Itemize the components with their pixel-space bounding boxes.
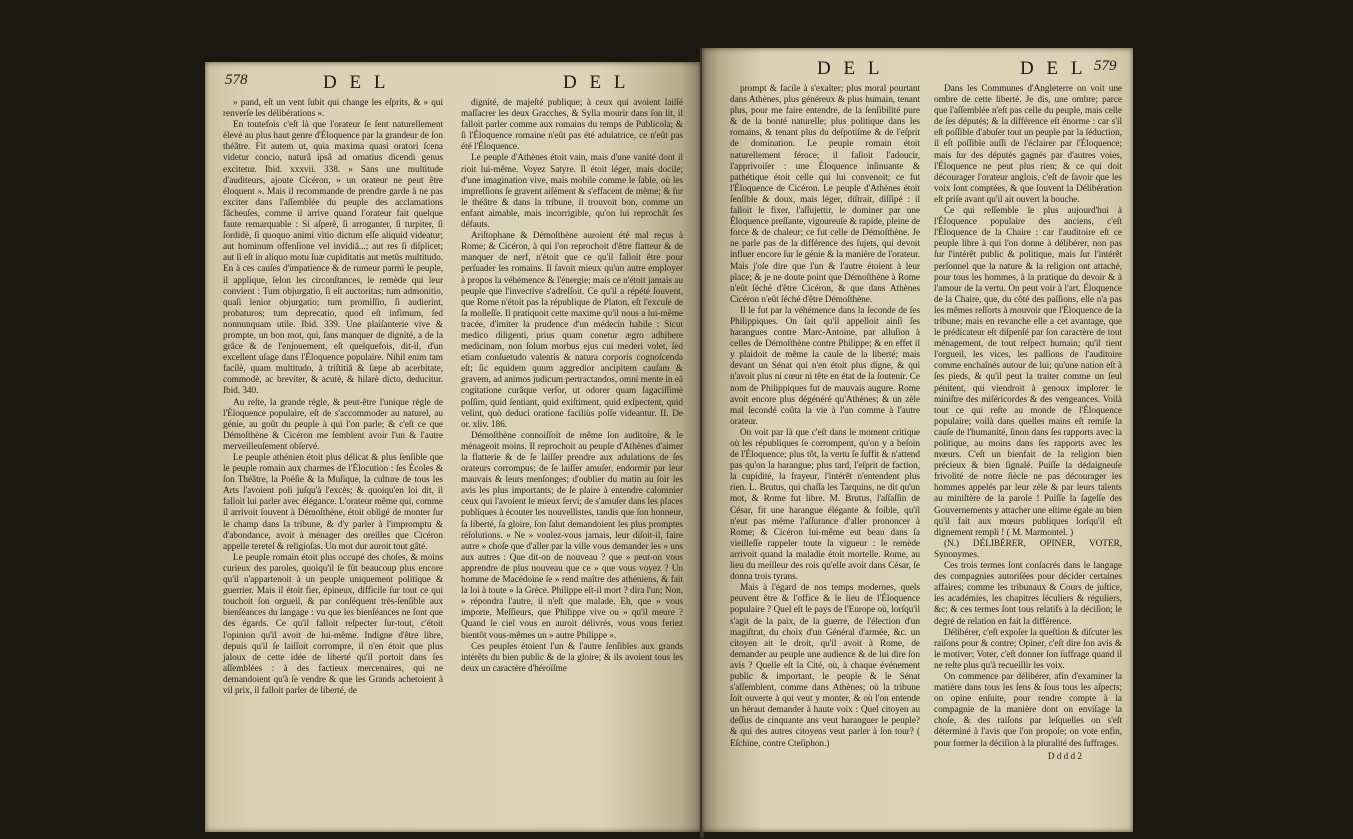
paragraph: On commence par délibérer, afin d'examiner la matière dans tous les ſens & ſous tous les aſpects; on opine enſuite, pour rendre compte à la compagnie de la manière dont on enviſage la choſe, & des raiſons par leſquelles on s'eſt déterminé à l'avis que l'on propoſe; on vote enfin, pour former la déciſion à la pluralité des ſuffrages. xyxy=(934,671,1122,749)
right-page xyxy=(702,48,1133,832)
paragraph: Le peuple romain étoit plus occupé des choſes, & moins curieux des paroles, quoiqu'il ſe fût beaucoup plus encore qu'il n'appartenoit à un peuple uniquement politique & guerrier. Mais il étoit fier, épineux, difficile ſur tout ce qui touchoit ſon orgueil, & par conſéquent très-ſenſible aux bienſéances du langage : vu que les bienſéances ne ſont que des égards. Ce qu'il falloit reſpecter ſur-tout, c'étoit l'opinion qu'il avoit de lui-même. Indigne d'être libre, depuis qu'il ſe laiſſoit corrompre, il n'en étoit que plus jaloux de cette idée de liberté qu'il portoit dans ſes aſſemblées : à des factieux mercenaires, qui ne demandoient qu'à ſe vendre & que les Grands achetoient à vil prix, il falloit parler de liberté, de xyxy=(223,552,443,696)
paragraph: Mais à l'égard de nos temps modernes, quels peuvent être & l'office & le lieu de l'Éloquence populaire ? Quel eſt le pays de l'Europe où, lorſqu'il s'agit de la paix, de la guerre, de l'élection d'un magiſtrat, du choix d'un Général d'armée, &c. un citoyen ait le droit, qu'il avoit à Rome, de demander au peuple une audience & de lui dire ſon avis ? Quelle eſt la Cité, où, à chaque événement public & important, le peuple & le Sénat s'aſſemblent, comme dans Athènes; où la tribune ſoit ouverte à qui veut y monter, & où l'on entende un héraut demander à haute voix : Quel citoyen au deſſus de cinquante ans veut haranguer le peuple? & qui des autres citoyens veut parler à ſon tour? ( Eſchine, contre Cteſiphon.) xyxy=(730,583,920,749)
running-head: D E L xyxy=(323,72,390,93)
paragraph: Il le fut par la véhémence dans la ſeconde de ſes Philippiques. On ſait qu'il appelloit ainſi ſes harangues contre Marc-Antoine, par alluſion à celles de Démoſthène contre Philippe; & en effet il y plaidoit de même la cauſe de la liberté; mais devant un Sénat qui n'en étoit plus digne, & qui n'avoit plus ni cœur ni tête en état de la ſoutenir. Ce nom de Philippiques fut de mauvais augure. Rome avoit encore plus dégénéré qu'Athènes; & un zèle mal ſecondé coûta la vie à l'un comme à l'autre orateur. xyxy=(730,305,920,427)
running-head: D E L xyxy=(817,58,884,79)
paragraph: dignité, de majeſté publique; à ceux qui avoient laiſſé maſſacrer les deux Gracches, & Sylla mourir dans ſon lit, il falloit parler comme aux romains du temps de Publicola; & ſi l'Éloquence romaine n'eût pas été adulatrice, ce n'eût pas été l'Éloquence. xyxy=(461,98,683,153)
running-head: D E L xyxy=(563,72,630,93)
paragraph: Ce qui reſſemble le plus aujourd'hui à l'Éloquence populaire des anciens, c'eſt l'Éloquence de la Chaire : car l'auditoire eſt ce peuple libre à qui l'on donne à délibérer, non pas ſur l'intérêt public & politique, mais ſur l'intérêt perſonnel que la nature & la religion ont attaché, pour tous les hommes, à la pratique du devoir & à l'amour de la vertu. On peut voir à l'art. Éloquence de la Chaire, que, du côté des paſſions, elle n'a pas les mêmes reſſorts à mouvoir que l'Éloquence de la tribune; mais en revanche elle a cet avantage, que le prédicateur eſt diſpenſé par ſon caractère de tout ménagement, de tout reſpect humain; qu'il tient l'orgueil, les vices, les paſſions de l'auditoire comme enchaînés autour de lui; qu'une nation eſt à ſes pieds, & qu'il peut la traiter comme un ſeul pénitent, qui viendroit à genoux implorer le miniſtre des miſéricordes & des vengeances. Voilà tout ce qui reſte au monde de l'Éloquence populaire; voilà dans quelles mains eſt remiſe la cauſe de l'humanité, ſinon dans ſes rapports avec la politique, au moins dans ſes rapports avec les mœurs. C'eſt un bienfait de la religion bien précieux & bien ſignalé. Puiſſe la dédaigneuſe frivolité de notre ſiècle ne pas décourager les hommes appelés par leur zèle & par leurs talents au miniſtère de la parole ! Puiſſe la ſageſſe des Gouvernements y attacher une eſtime égale au bien qu'il fait aux mœurs publiques lorſqu'il eſt dignement rempli ! ( M. Marmontel. ) xyxy=(934,206,1122,538)
paragraph: Au reſte, la grande règle, & peut-être l'unique règle de l'Éloquence populaire, eſt de s'accommoder au naturel, au génie, au goût du peuple à qui l'on parle; & c'eſt ce que Démoſthène & Cicéron me ſemblent avoir l'un & l'autre merveilleuſement obſervé. xyxy=(223,397,443,452)
paragraph: prompt & facile à s'exalter; plus moral pourtant dans Athènes, plus généreux & plus humain, tenant plus, pour me faire entendre, de la ſenſibilité pure & de la bonté naturelle; plus politique dans les romains, & tenant plus du deſpotiſme & de l'eſprit de domination. Le peuple romain étoit naturellement féroce; il falloit l'adoucir, l'apprivoiſer : une Éloquence inſinuante & pathétique étoit celle qui lui convenoit; ce fut l'Éloquence de Cicéron. Le peuple d'Athènes étoit ſenſible & doux, mais léger, diſtrait, diſſipé : il falloit le fixer, l'aſſujettir, le dominer par une Éloquence preſſante, vigoureuſe & rapide, pleine de force & de chaleur; ce fut celle de Démoſthène. Je ne parle pas de la différence des ſujets, qui devoit influer encore ſur le génie & la manière de l'orateur. Mais j'oſe dire que l'un & l'autre étoient à leur place; & je ne doute point que Démoſthène à Rome n'eût ſéché d'être Cicéron, & que dans Athènes Cicéron n'eût ſéché d'être Démoſthène. xyxy=(730,84,920,305)
paragraph: On voit par là que c'eſt dans le moment critique où les républiques ſe corrompent, qu'on y a beſoin de l'Éloquence; plus tôt, la vertu ſe ſuffit & n'attend pas qu'on la harangue; plus tard, l'eſprit de faction, la cupidité, la frayeur, l'intérêt n'entendent plus rien. L. Brutus, qui chaſſa les Tarquins, ne dit qu'un mot, & Rome fut libre. M. Brutus, l'aſſaſſin de César, fit une harangue élégante & foible, qu'il n'eut pas même l'aſſurance d'aller prononcer à Rome; & Cicéron lui-même eut beau dans ſa vieilleſſe rappeler toute ſa vigueur : le remède arrivoit quand la maladie étoit mortelle. Rome, au lieu du meilleur des rois qu'elle avoit dans César, ſe donna trois tyrans. xyxy=(730,427,920,583)
paragraph: Délibérer, c'eſt expoſer la queſtion & diſcuter les raiſons pour & contre; Opiner, c'eſt dire ſon avis & le motiver; Voter, c'eſt donner ſon ſuffrage quand il ne reſte plus qu'à recueillir les voix. xyxy=(934,627,1122,671)
left-page xyxy=(205,62,701,832)
paragraph: (N.) DÉLIBÉRER, OPINER, VOTER, Synonymes. xyxy=(934,538,1122,560)
paragraph: Dans les Communes d'Angleterre on voit une ombre de cette liberté. Je dis, une ombre; parce que l'aſſemblée n'eſt pas celle du peuple, mais celle de ſes députés; & la différence eſt énorme : car s'il eſt poſſible d'abuſer tout un peuple par la ſéduction, il eſt poſſible auſſi de l'éclairer par l'Éloquence; mais ſur des députés gagnés par d'autres voies, l'Éloquence ne peut plus rien; & ce qui doit décourager l'orateur anglois, c'eſt de ſavoir que les voix ſont comptées, & que ſouvent la Délibération eſt priſe avant qu'il ait ouvert la bouche. xyxy=(934,84,1122,205)
running-head: D E L xyxy=(1020,58,1087,79)
page-number: 579 xyxy=(1094,58,1117,74)
paragraph: Ariſtophane & Démoſthène auroient été mal reçus à Rome; & Cicéron, à qui l'on reprochoit d'être flatteur & de manquer de nerf, n'étoit que ce qu'il falloit être pour perſuader les romains. Il ſavoit mieux qu'un autre employer à propos la véhémence & l'énergie; mais ce n'étoit jamais au peuple que l'invective s'adreſſoit. Ce qu'il a répété ſouvent, que Rome n'étoit pas la république de Platon, eſt l'excuſe de ſa molleſſe. Il pratiquoit cette maxime qu'il nous a lui-même tracée, d'imiter la prudence d'un médecin habile : Sicut medico diligenti, prius quam conetur ægro adhibere medicinam, non ſolum morbus ejus cui mederi volet, ſed etiam conſuetudo valentis & natura corporis cognoſcenda eſt; ſic equidem quum aggredior ancipitem cauſam & gravem, ad animos judicum pertractandos, omni mente in eâ cogitatione curâque verſor, ut odorer quam ſagaciſſimè poſſim, quid ſentiant, quid exiſtiment, quid exſpectent, quid velint, quò deduci oratione faciliùs poſſe videantur. II. De or. xliv. 186. xyxy=(461,231,683,430)
paragraph: Le peuple athénien étoit plus délicat & plus ſenſible que le peuple romain aux charmes de l'Élocution : ſes Écoles & ſon Théâtre, la Poëſie & la Muſique, la culture de tous les Arts l'avoient poli juſqu'à l'excès; & quoiqu'en loi dit, il falloit lui parler avec élégance. L'orateur même qui, comme il arrivoit ſouvent à Démoſthène, étoit obligé de monter ſur le champ dans la tribune, & d'y parler à l'impromptu & d'abondance, avoit à ménager des oreilles que Cicéron appelle tereteſ & religioſas. Un mot dur auroit tout gâté. xyxy=(223,453,443,552)
paragraph: Démoſthène connoiſſoit de même ſon auditoire, & le ménageoit moins. Il reprochoit au peuple d'Athènes d'aimer la flatterie & de ſe laiſſer prendre aux adulations de ſes orateurs corrompus; de ſe laiſſer amuſer, endormir par leur mauvais & leurs menſonges; d'oublier du matin au ſoir les avis les plus importants; de ſe plaire à entendre calomnier ceux qui l'avoient le mieux ſervi; de s'amuſer dans les places publiques à écouter les nouvellistes, tandis que ſon honneur, ſa liberté, ſa gloire, ſon ſalut demandoient les plus promptes réſolutions. « Ne » voulez-vous jamais, leur diſoit-il, faire autre » choſe que d'aller par la ville vous demander les » uns aux autres : Que dit-on de nouveau ? que » peut-on vous apprendre de plus nouveau que ce » que vous voyez ? Un homme de Macédoine ſe » rend maître des athéniens, & fait la loi à toute » la Grèce. Philippe eſt-il mort ? dira l'un; Non, » répondra l'autre, il n'eſt que malade. Eh, que » vous importe, Meſſieurs, que Philippe vive ou » qu'il meure ? Quand le ciel vous en auroit délivrés, vous vous feriez bientôt vous-mêmes un » autre Philippe ». xyxy=(461,430,683,641)
paragraph: En toutefois c'eſt là que l'orateur ſe ſent naturellement élevé au plus haut genre d'Éloquence par la grandeur de ſon théâtre. Fit autem ut, quia maxima quasi oratori ſcena videtur concio, naturâ ipsâ ad ornatius dicendi genus excitetur. Ibid. xxxvii. 338. » Sans une multitude d'auditeurs, ajoute Cicéron, » un orateur ne peut être éloquent ». Mais il recommande de prendre garde à ne pas exciter dans l'aſſemblée du peuple des acclamations fâcheuſes, comme il arrive quand l'orateur fait quelque faute remarquable : Si aſperè, ſi arroganter, ſi turpiter, ſi ſordidè, ſi quoquo animi vitio dictum eſſe aliquid videatur; aut hominum offenſione vel invidiâ...; aut res ſi diſplicet; aut ſi eſt in aliquo motu ſuæ cupiditatis aut metûs multitudo. En à ces cauſes d'impatience & de rumeur parmi le peuple, il applique, ſelon les circonſtances, le remède qui leur convient : Tum objurgatio, ſi eſt auctoritas; tum admonitio, quaſi lenior objurgatio; tum promiſſio, ſi audierint, probaturos; tum deprecatio, quod eſt infimum, ſed nonnunquam utile. Ibid. 339. Une plaiſanterie vive & prompte, un bon mot, qui, ſans manquer de dignité, a de la grâce & de l'enjouement, eſt quelquefois, dit-il, d'un excellent uſage dans l'Éloquence populaire. Nihil enim tam facilè, quam multitudo, à triſtitiâ & ſæpe ab acerbitate, commodè, ac breviter, & acutè, & hilarè dicto, deducitur. Ibid. 340. xyxy=(223,120,443,397)
paragraph: Ces trois termes ſont conſacrés dans le langage des compagnies autoriſées pour décider certaines affaires; comme les tribunaux & Cours de juſtice, les académies, les chapitres ſéculiers & réguliers, &c; & ces termes ſont tous relatifs à la déciſion; le degré de relation en fait la différence. xyxy=(934,561,1122,627)
paragraph: Ces peuples étoient l'un & l'autre ſenſibles aux grands intérêts du bien public & de la gloire; & ils avoient tous les deux un caractère d'héroïſme xyxy=(461,641,683,674)
right-column-1 xyxy=(730,84,920,750)
left-column-2 xyxy=(461,98,683,675)
paragraph: Le peuple d'Athènes étoit vain, mais d'une vanité dont il rioit lui-même. Voyez Satyre. Il étoit léger, mais docile; d'une imagination vive, mais mobile comme le ſable, où les impreſſions ſe gravent aiſément & s'effacent de même; & ſur le théâtre & dans la tribune, il trouvoit bon, comme un enfant aimable, mais incorrigible, qu'on lui reprochât ſes défauts. xyxy=(461,153,683,231)
page-number: 578 xyxy=(225,72,248,88)
left-column-1 xyxy=(223,98,443,697)
paragraph: » pand, eſt un vent ſubit qui change les eſprits, & » qui renverſe les délibérations ». xyxy=(223,98,443,120)
signature-mark: D d d d 2 xyxy=(1047,751,1082,762)
right-column-2 xyxy=(934,84,1122,763)
